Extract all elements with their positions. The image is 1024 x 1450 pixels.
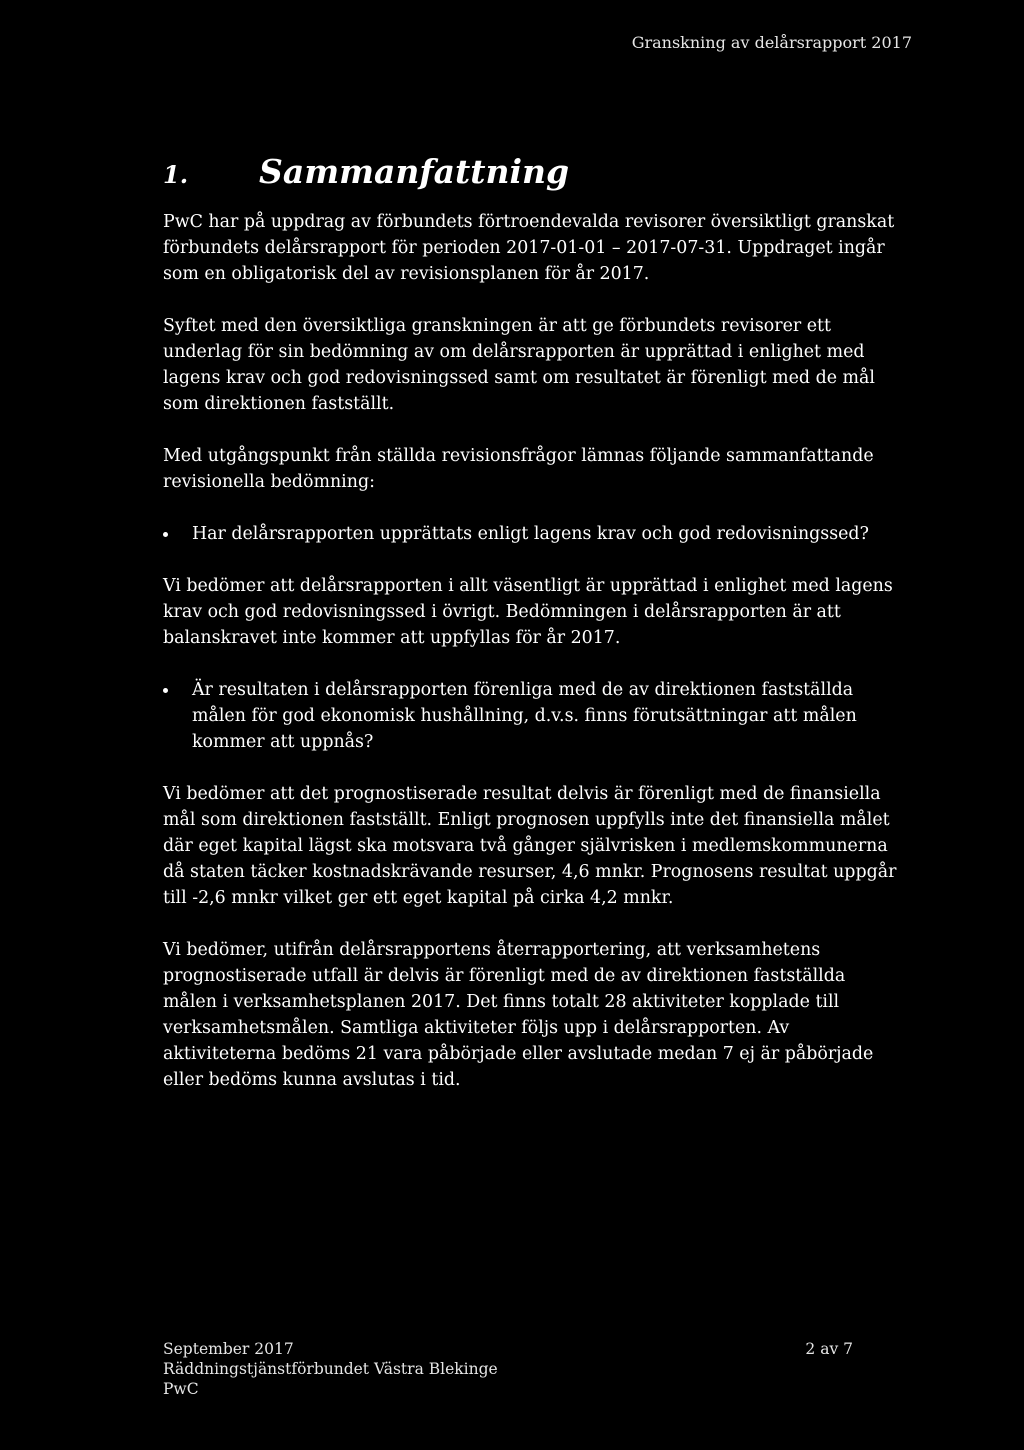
paragraph-intro: PwC har på uppdrag av förbundets förtroendevalda revisorer översiktligt granskat förbundets delårsrapport för perioden 2017-01-01 – 2017-07-31. Uppdraget ingår som en obligatorisk del av revisionsplanen för år 2017.: [163, 212, 895, 284]
bullet-dot-icon: [163, 532, 168, 537]
footer-organization: Räddningstjänstförbundet Västra Blekinge: [163, 1360, 498, 1378]
section-number: 1.: [163, 160, 189, 189]
running-header: Granskning av delårsrapport 2017: [631, 33, 912, 52]
bullet-question-2: [163, 677, 903, 755]
footer-firm: PwC: [163, 1380, 199, 1398]
page-footer: [163, 1339, 853, 1399]
page-number: 2 av 7: [805, 1340, 853, 1358]
section-title: Sammanfattning: [259, 152, 570, 191]
document-body: [163, 209, 903, 1093]
footer-date: September 2017: [163, 1340, 294, 1358]
bullet-question-1: [163, 521, 903, 547]
section-heading: [163, 152, 883, 191]
paragraph-assessment-intro: Med utgångspunkt från ställda revisionsfrågor lämnas följande sammanfattande revisionella bedömning:: [163, 446, 874, 492]
paragraph-answer-3: Vi bedömer, utifrån delårsrapportens återrapportering, att verksamhetens prognostiserade utfall är delvis är förenligt med de av direktionen fastställda målen i verksamhetsplanen 2017. Det finns totalt 28 aktiviteter kopplade till verksamhetsmålen. Samtliga aktiviteter följs upp i delårsrapporten. Av aktiviteterna bedöms 21 vara påbörjade eller avslutade medan 7 ej är påbörjade eller bedöms kunna avslutas i tid.: [163, 940, 874, 1090]
paragraph-purpose: Syftet med den översiktliga granskningen är att ge förbundets revisorer ett underlag för sin bedömning av om delårsrapporten är upprättad i enlighet med lagens krav och god redovisningssed samt om resultatet är förenligt med de mål som direktionen fastställt.: [163, 316, 875, 414]
bullet-text: Är resultaten i delårsrapporten förenliga med de av direktionen fastställda målen för god ekonomisk hushållning, d.v.s. finns förutsättningar att målen kommer att uppnås?: [192, 680, 857, 752]
bullet-text: Har delårsrapporten upprättats enligt lagens krav och god redovisningssed?: [192, 524, 869, 544]
paragraph-answer-2: Vi bedömer att det prognostiserade resultat delvis är förenligt med de finansiella mål som direktionen fastställt. Enligt prognosen uppfylls inte det finansiella målet där eget kapital lägst ska motsvara två gånger självrisken i medlemskommunerna då staten täcker kostnadskrävande resurser, 4,6 mnkr. Prognosens resultat uppgår till -2,6 mnkr vilket ger ett eget kapital på cirka 4,2 mnkr.: [163, 784, 897, 908]
bullet-dot-icon: [163, 688, 168, 693]
paragraph-answer-1: Vi bedömer att delårsrapporten i allt väsentligt är upprättad i enlighet med lagens krav och god redovisningssed i övrigt. Bedömningen i delårsrapporten är att balanskravet inte kommer att uppfyllas för år 2017.: [163, 576, 893, 648]
